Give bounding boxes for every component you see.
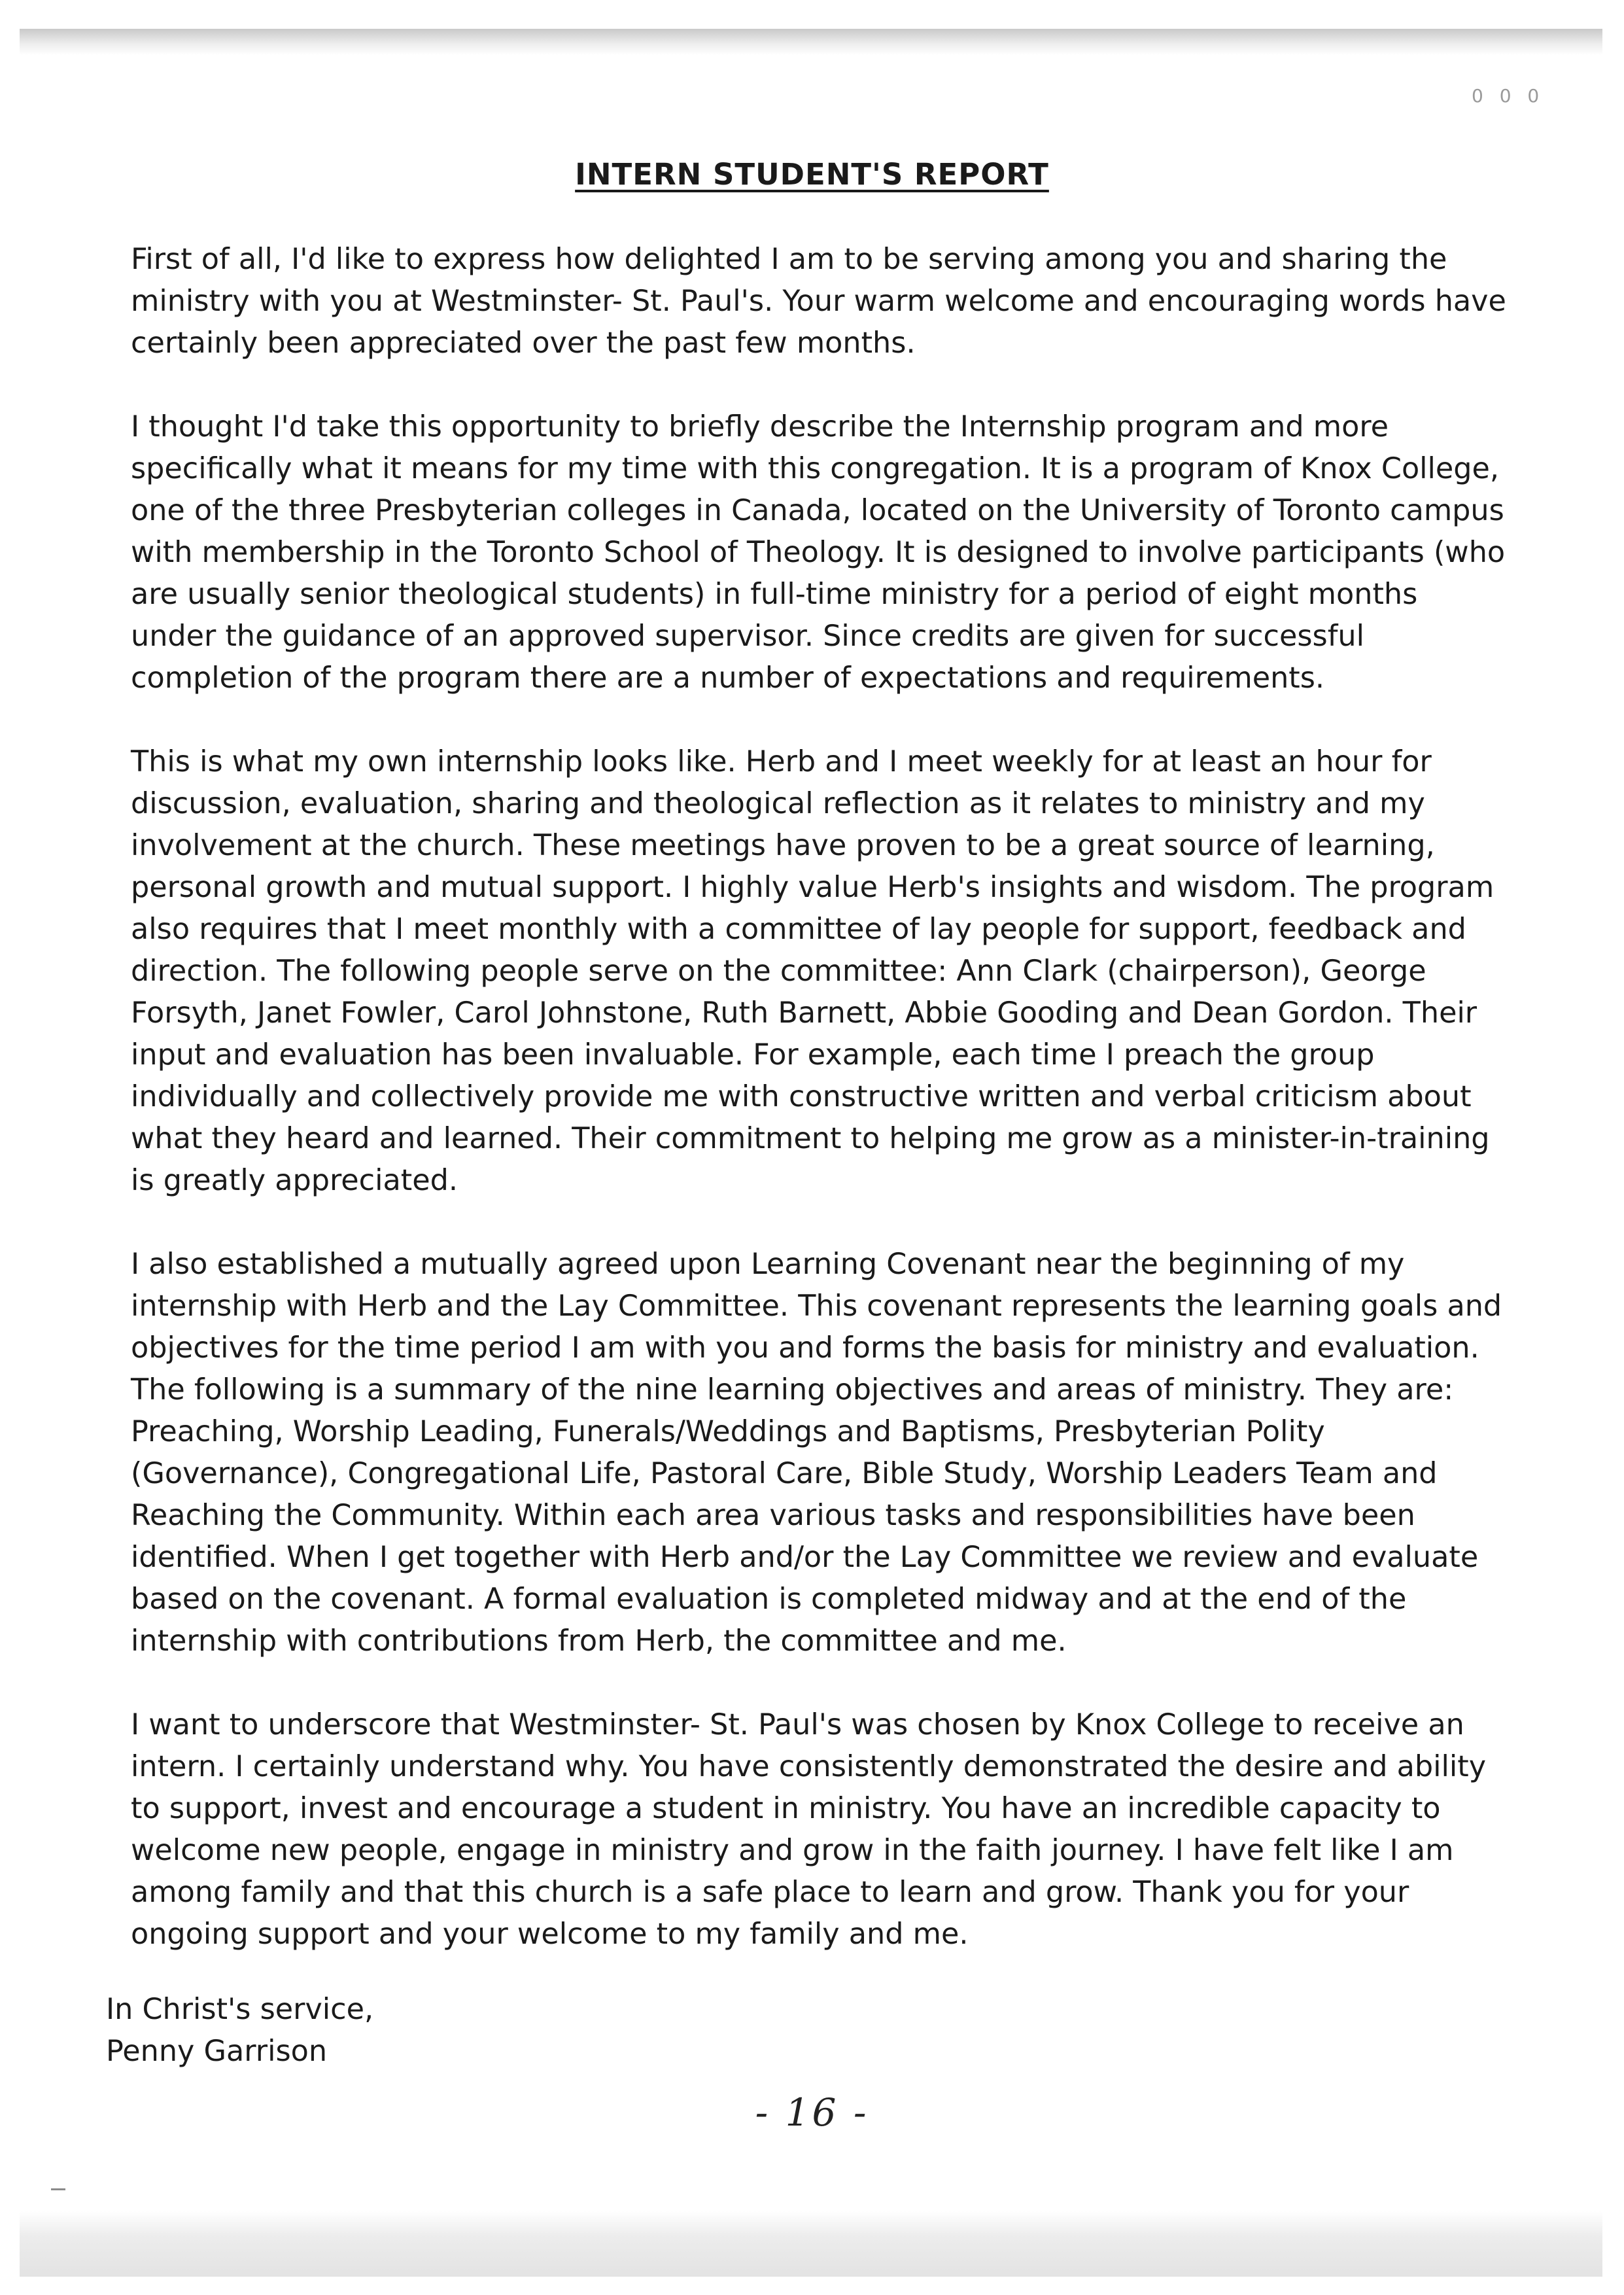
closing-line: In Christ's service, — [106, 1993, 374, 2026]
page-number: - 16 - — [755, 2090, 869, 2135]
report-body — [131, 239, 1511, 1997]
paragraph-program: I thought I'd take this opportunity to briefly describe the Internship program and more specifically what it means for my time with this congregation. It is a program of Knox College, one of the three Presbyterian colleges in Canada, located on the University of Toronto campus with membership in the Toronto School of Theology. It is designed to involve participants (who are usually senior theological students) in full-time ministry for a period of eight months under the guidance of an approved supervisor. Since credits are given for successful completion of the program there are a number of expectations and requirements. — [131, 410, 1506, 695]
signature: Penny Garrison — [106, 2035, 328, 2068]
paragraph-intro: First of all, I'd like to express how delighted I am to be serving among you and sharing the ministry with you at Westminster- St. Paul's. Your warm welcome and encouraging words have certainly been appreciated over the past few months. — [131, 243, 1506, 360]
paragraph-thanks: I want to underscore that Westminster- St. Paul's was chosen by Knox College to receive an intern. I certainly understand why. You have consistently demonstrated the desire and ability to support, invest and encourage a student in ministry. You have an incredible capacity to welcome new people, engage in ministry and grow in the faith journey. I have felt like I am among family and that this church is a safe place to learn and grow. Thank you for your ongoing support and your welcome to my family and me. — [131, 1708, 1487, 1951]
corner-mark: 0 0 0 — [1472, 85, 1545, 107]
document-title: INTERN STUDENT'S REPORT — [575, 157, 1049, 192]
closing-block — [106, 1989, 373, 2073]
paragraph-covenant: I also established a mutually agreed upon Learning Covenant near the beginning of my internship with Herb and the Lay Committee. This covenant represents the learning goals and objectives for the time period I am with you and forms the basis for ministry and evaluation. The following is a summary of the nine learning objectives and areas of ministry. They are: Preaching, Worship Leading, Funerals/Weddings and Baptisms, Presbyterian Polity (Governance), Congregational Life, Pastoral Care, Bible Study, Worship Leaders Team and Reaching the Community. Within each area various tasks and responsibilities have been identified. When I get together with Herb and/or the Lay Committee we review and evaluate based on the covenant. A formal evaluation is completed midway and at the end of the internship with contributions from Herb, the committee and me. — [131, 1248, 1502, 1658]
scan-edge-bottom — [20, 2211, 1602, 2277]
paragraph-internship: This is what my own internship looks like. Herb and I meet weekly for at least an hour for discussion, evaluation, sharing and theological reflection as it relates to ministry and my involvement at the church. These meetings have proven to be a great source of learning, personal growth and mutual support. I highly value Herb's insights and wisdom. The program also requires that I meet monthly with a committee of lay people for support, feedback and direction. The following people serve on the committee: Ann Clark (chairperson), George Forsyth, Janet Fowler, Carol Johnstone, Ruth Barnett, Abbie Gooding and Dean Gordon. Their input and evaluation has been invaluable. For example, each time I preach the group individually and collectively provide me with constructive written and verbal criticism about what they heard and learned. Their commitment to helping me grow as a minister-in-training is greatly appreciated. — [131, 745, 1494, 1197]
stray-mark — [51, 2188, 65, 2190]
scan-edge-top — [20, 29, 1602, 55]
